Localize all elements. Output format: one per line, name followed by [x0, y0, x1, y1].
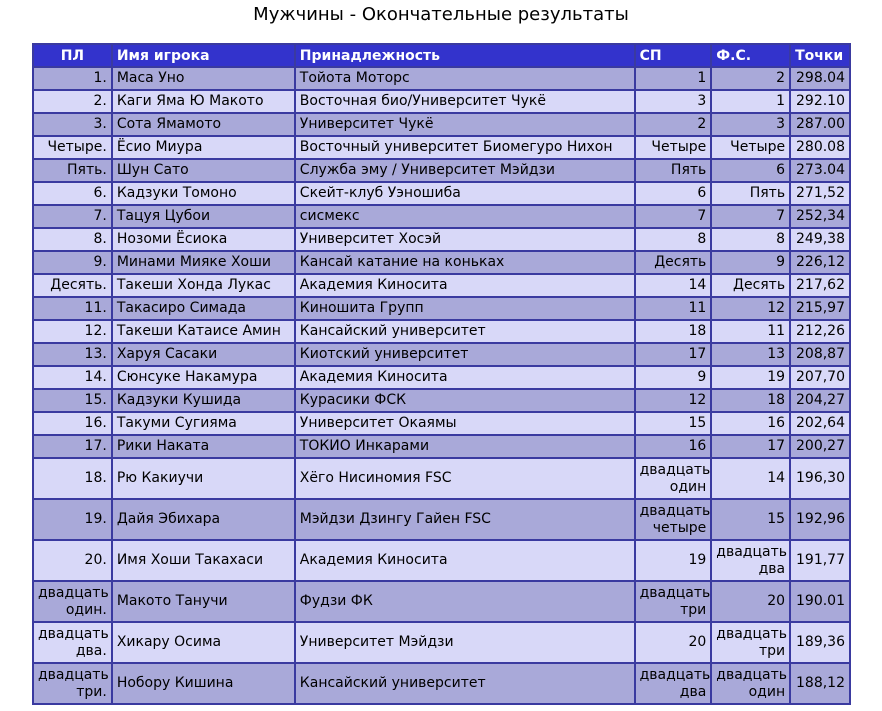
cell-player-name: Такеши Катаисе Амин — [113, 321, 294, 342]
table-row — [34, 623, 849, 662]
cell-fs: 2 — [712, 68, 789, 89]
cell-fs: 19 — [712, 367, 789, 388]
cell-sp: 18 — [636, 321, 711, 342]
table-row — [34, 183, 849, 204]
cell-place: 9. — [34, 252, 111, 273]
cell-fs: Четыре — [712, 137, 789, 158]
cell-points: 298.04 — [791, 68, 849, 89]
cell-player-name: Сота Ямамото — [113, 114, 294, 135]
table-row — [34, 160, 849, 181]
cell-sp: 14 — [636, 275, 711, 296]
cell-fs: 7 — [712, 206, 789, 227]
cell-player-name: Харуя Сасаки — [113, 344, 294, 365]
cell-fs: 1 — [712, 91, 789, 112]
cell-affiliation: Кансайский университет — [296, 321, 634, 342]
cell-affiliation: Тойота Моторс — [296, 68, 634, 89]
cell-sp: двадцать четыре — [636, 500, 711, 539]
cell-points: 217,62 — [791, 275, 849, 296]
header-place: ПЛ — [34, 45, 111, 66]
table-row — [34, 229, 849, 250]
cell-sp: двадцать три — [636, 582, 711, 621]
cell-player-name: Такеши Хонда Лукас — [113, 275, 294, 296]
cell-player-name: Хикару Осима — [113, 623, 294, 662]
cell-points: 190.01 — [791, 582, 849, 621]
cell-fs: 12 — [712, 298, 789, 319]
cell-affiliation: Академия Киносита — [296, 541, 634, 580]
cell-sp: 16 — [636, 436, 711, 457]
cell-fs: 20 — [712, 582, 789, 621]
header-club: Принадлежность — [296, 45, 634, 66]
table-row — [34, 367, 849, 388]
cell-affiliation: Академия Киносита — [296, 367, 634, 388]
cell-points: 287.00 — [791, 114, 849, 135]
cell-player-name: Макото Танучи — [113, 582, 294, 621]
cell-player-name: Тацуя Цубои — [113, 206, 294, 227]
table-row — [34, 344, 849, 365]
cell-player-name: Шун Сато — [113, 160, 294, 181]
page-title: Мужчины - Окончательные результаты — [253, 4, 629, 25]
cell-points: 280.08 — [791, 137, 849, 158]
header-points: Точки — [791, 45, 849, 66]
cell-sp: 2 — [636, 114, 711, 135]
cell-affiliation: Восточный университет Биомегуро Нихон — [296, 137, 634, 158]
cell-points: 192,96 — [791, 500, 849, 539]
cell-player-name: Кадзуки Кушида — [113, 390, 294, 411]
table-row — [34, 321, 849, 342]
cell-place: двадцать два. — [34, 623, 111, 662]
cell-sp: 15 — [636, 413, 711, 434]
cell-fs: Пять — [712, 183, 789, 204]
cell-place: 14. — [34, 367, 111, 388]
cell-place: 16. — [34, 413, 111, 434]
cell-points: 204,27 — [791, 390, 849, 411]
results-table — [32, 43, 851, 705]
table-row — [34, 91, 849, 112]
cell-affiliation: Мэйдзи Дзингу Гайен FSC — [296, 500, 634, 539]
cell-player-name: Кадзуки Томоно — [113, 183, 294, 204]
table-row — [34, 68, 849, 89]
cell-place: 2. — [34, 91, 111, 112]
cell-player-name: Такуми Сугияма — [113, 413, 294, 434]
cell-points: 273.04 — [791, 160, 849, 181]
table-row — [34, 541, 849, 580]
table-row — [34, 137, 849, 158]
cell-player-name: Нобору Кишина — [113, 664, 294, 703]
cell-place: 11. — [34, 298, 111, 319]
cell-points: 208,87 — [791, 344, 849, 365]
cell-points: 202,64 — [791, 413, 849, 434]
cell-player-name: Дайя Эбихара — [113, 500, 294, 539]
cell-points: 215,97 — [791, 298, 849, 319]
table-row — [34, 252, 849, 273]
table-row — [34, 275, 849, 296]
table-row — [34, 114, 849, 135]
cell-fs: 8 — [712, 229, 789, 250]
table-row — [34, 582, 849, 621]
cell-fs: двадцать три — [712, 623, 789, 662]
cell-affiliation: Университет Хосэй — [296, 229, 634, 250]
cell-player-name: Рики Наката — [113, 436, 294, 457]
table-row — [34, 413, 849, 434]
cell-player-name: Такасиро Симада — [113, 298, 294, 319]
cell-points: 249,38 — [791, 229, 849, 250]
table-header-row — [34, 45, 849, 66]
header-sp: СП — [636, 45, 711, 66]
cell-points: 200,27 — [791, 436, 849, 457]
cell-points: 252,34 — [791, 206, 849, 227]
table-row — [34, 390, 849, 411]
cell-fs: 9 — [712, 252, 789, 273]
cell-sp: 17 — [636, 344, 711, 365]
cell-fs: 18 — [712, 390, 789, 411]
cell-affiliation: Скейт-клуб Уэношиба — [296, 183, 634, 204]
cell-player-name: Имя Хоши Такахаси — [113, 541, 294, 580]
cell-place: двадцать один. — [34, 582, 111, 621]
cell-fs: 3 — [712, 114, 789, 135]
cell-sp: 8 — [636, 229, 711, 250]
cell-place: Пять. — [34, 160, 111, 181]
cell-fs: 13 — [712, 344, 789, 365]
cell-fs: 11 — [712, 321, 789, 342]
results-body — [34, 68, 849, 703]
cell-player-name: Рю Какиучи — [113, 459, 294, 498]
cell-sp: 11 — [636, 298, 711, 319]
cell-sp: 12 — [636, 390, 711, 411]
cell-affiliation: Академия Киносита — [296, 275, 634, 296]
cell-place: 13. — [34, 344, 111, 365]
cell-place: Четыре. — [34, 137, 111, 158]
cell-place: 7. — [34, 206, 111, 227]
table-row — [34, 436, 849, 457]
table-row — [34, 664, 849, 703]
cell-sp: Четыре — [636, 137, 711, 158]
cell-affiliation: Кансайский университет — [296, 664, 634, 703]
cell-fs: 15 — [712, 500, 789, 539]
cell-place: 12. — [34, 321, 111, 342]
cell-place: 6. — [34, 183, 111, 204]
cell-affiliation: Восточная био/Университет Чукё — [296, 91, 634, 112]
cell-affiliation: Университет Чукё — [296, 114, 634, 135]
cell-player-name: Нозоми Ёсиока — [113, 229, 294, 250]
cell-fs: 17 — [712, 436, 789, 457]
header-name: Имя игрока — [113, 45, 294, 66]
cell-sp: двадцать один — [636, 459, 711, 498]
cell-points: 292.10 — [791, 91, 849, 112]
cell-place: 8. — [34, 229, 111, 250]
cell-fs: двадцать два — [712, 541, 789, 580]
cell-points: 196,30 — [791, 459, 849, 498]
cell-player-name: Ёсио Миура — [113, 137, 294, 158]
cell-player-name: Каги Яма Ю Макото — [113, 91, 294, 112]
cell-affiliation: Киотский университет — [296, 344, 634, 365]
cell-affiliation: Фудзи ФК — [296, 582, 634, 621]
cell-points: 188,12 — [791, 664, 849, 703]
cell-affiliation: Кансай катание на коньках — [296, 252, 634, 273]
table-row — [34, 298, 849, 319]
cell-sp: 1 — [636, 68, 711, 89]
cell-sp: 3 — [636, 91, 711, 112]
cell-affiliation: Хёго Нисиномия FSC — [296, 459, 634, 498]
cell-sp: Пять — [636, 160, 711, 181]
table-row — [34, 206, 849, 227]
cell-affiliation: Служба эму / Университет Мэйдзи — [296, 160, 634, 181]
cell-sp: двадцать два — [636, 664, 711, 703]
cell-affiliation: Киношита Групп — [296, 298, 634, 319]
cell-points: 212,26 — [791, 321, 849, 342]
cell-points: 191,77 — [791, 541, 849, 580]
cell-place: двадцать три. — [34, 664, 111, 703]
table-row — [34, 459, 849, 498]
cell-points: 271,52 — [791, 183, 849, 204]
cell-affiliation: Университет Мэйдзи — [296, 623, 634, 662]
cell-fs: 16 — [712, 413, 789, 434]
cell-place: Десять. — [34, 275, 111, 296]
cell-player-name: Маса Уно — [113, 68, 294, 89]
cell-place: 3. — [34, 114, 111, 135]
cell-place: 1. — [34, 68, 111, 89]
cell-sp: Десять — [636, 252, 711, 273]
cell-sp: 20 — [636, 623, 711, 662]
cell-affiliation: сисмекс — [296, 206, 634, 227]
header-fs: Ф.С. — [712, 45, 789, 66]
cell-points: 226,12 — [791, 252, 849, 273]
cell-sp: 9 — [636, 367, 711, 388]
cell-fs: двадцать один — [712, 664, 789, 703]
cell-fs: 14 — [712, 459, 789, 498]
cell-place: 20. — [34, 541, 111, 580]
cell-place: 18. — [34, 459, 111, 498]
cell-sp: 6 — [636, 183, 711, 204]
cell-points: 189,36 — [791, 623, 849, 662]
cell-player-name: Сюнсуке Накамура — [113, 367, 294, 388]
cell-place: 17. — [34, 436, 111, 457]
cell-sp: 7 — [636, 206, 711, 227]
cell-affiliation: Курасики ФСК — [296, 390, 634, 411]
cell-place: 19. — [34, 500, 111, 539]
cell-points: 207,70 — [791, 367, 849, 388]
cell-affiliation: ТОКИО Инкарами — [296, 436, 634, 457]
cell-player-name: Минами Мияке Хоши — [113, 252, 294, 273]
table-row — [34, 500, 849, 539]
cell-place: 15. — [34, 390, 111, 411]
cell-fs: Десять — [712, 275, 789, 296]
cell-affiliation: Университет Окаямы — [296, 413, 634, 434]
cell-fs: 6 — [712, 160, 789, 181]
cell-sp: 19 — [636, 541, 711, 580]
